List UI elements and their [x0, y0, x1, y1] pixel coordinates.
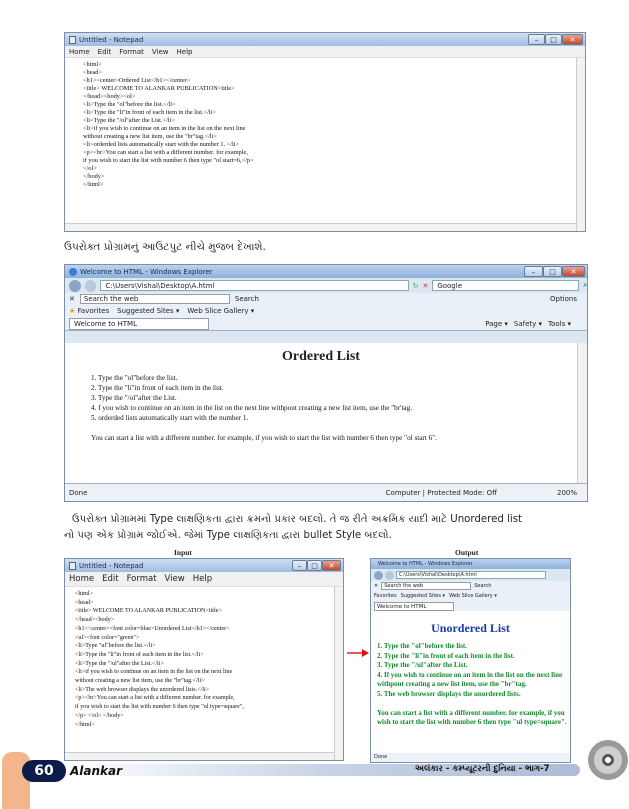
- tab-row: [65, 317, 587, 331]
- output-label: Output: [455, 548, 479, 557]
- code-line: <li>orderded lists automatically start with the number 1. </li>: [83, 141, 240, 148]
- menu-format[interactable]: Format: [119, 47, 144, 56]
- code-line: <li>Type the "li"in front of each item in the list.</li>: [83, 109, 216, 116]
- hand-graphic: [2, 752, 30, 809]
- code-line: <li>if you wish to continue on an item in the list on the next line: [83, 125, 246, 132]
- options-button[interactable]: Options: [549, 295, 577, 303]
- favorites-bar: [65, 305, 587, 317]
- list-item: withpout creating a new list item, use the "br"tag.: [377, 680, 527, 689]
- refresh-icon[interactable]: ↻: [412, 281, 419, 290]
- code-line: <li>Type the "/ol"after the List.</li>: [83, 117, 175, 124]
- code-line: <p><br>You can start a list with a different number. for example,: [75, 695, 235, 702]
- address-bar[interactable]: C:\Users\Vishal\Desktop\A.html: [100, 280, 408, 291]
- suggested-sites[interactable]: Suggested Sites ▾: [400, 593, 446, 599]
- google-search-box[interactable]: Google: [432, 280, 579, 291]
- search-icon[interactable]: ⌕: [583, 281, 588, 289]
- unordered-list: [377, 642, 570, 700]
- list-item: 1. Type the "ol"before the list.: [91, 374, 178, 382]
- notepad-icon: [69, 36, 76, 44]
- code-line: </head><body><ol>: [83, 93, 136, 100]
- code-line: <li>if you wish to continue on an item in the list on the next line: [75, 669, 233, 676]
- vertical-scrollbar[interactable]: [577, 343, 587, 483]
- horizontal-scrollbar[interactable]: [65, 223, 576, 231]
- back-button[interactable]: [69, 280, 81, 292]
- page-content: [371, 611, 570, 753]
- editor-text[interactable]: [65, 58, 585, 189]
- code-line: <h1><center>Ordered List</h1></center>: [83, 77, 191, 84]
- menu-home[interactable]: Home: [69, 574, 95, 584]
- code-line: without creating a new list item, use the "br"tag.</li>: [83, 133, 217, 140]
- menu-home[interactable]: Home: [69, 47, 90, 56]
- code-line: <p><br>You can start a list with a different number. for example,: [83, 149, 248, 156]
- brand-logo: Alankar: [70, 764, 123, 778]
- close-tab-icon[interactable]: ✕: [69, 295, 75, 303]
- minimize-button[interactable]: –: [292, 560, 307, 571]
- browser-window-2: [370, 558, 571, 763]
- notepad-titlebar: [65, 33, 585, 46]
- tab-welcome[interactable]: Welcome to HTML: [374, 602, 454, 611]
- favorites-label: Favorites: [77, 307, 110, 315]
- page-heading: Unordered List: [431, 621, 510, 635]
- web-search-input[interactable]: Search the web: [80, 294, 230, 304]
- cd-icon: [588, 740, 628, 780]
- code-line: </ol>: [83, 165, 97, 172]
- page-menu[interactable]: Page ▾: [485, 319, 508, 328]
- paragraph-line: wish to start the list with number 6 then type "ul type=square".: [377, 718, 567, 727]
- arrow-right-icon: [347, 648, 369, 658]
- menu-help[interactable]: Help: [176, 47, 193, 56]
- close-button[interactable]: ✕: [322, 560, 341, 571]
- page-content: [65, 343, 577, 485]
- code-line: </html>: [83, 181, 104, 188]
- menu-help[interactable]: Help: [192, 574, 213, 584]
- window-title: Untitled - Notepad: [79, 35, 144, 44]
- code-line: <title> WELCOME TO ALANKAR PUBLICATION<title>: [75, 608, 222, 615]
- toolbar-row: [65, 293, 587, 305]
- code-line: <html>: [75, 591, 94, 597]
- menu-bar: [65, 572, 343, 587]
- code-line: <ul><font color="green">: [75, 634, 140, 641]
- search-button[interactable]: Search: [474, 583, 492, 589]
- browser-window-1: [64, 264, 588, 502]
- ie-icon: [69, 268, 77, 276]
- code-line: <head>: [83, 69, 102, 76]
- vertical-scrollbar[interactable]: [576, 58, 585, 231]
- caption-output: ઉપરોક્ત પ્રોગ્રામનું આઉટપુટ નીચે મુજબ દેખાશે.: [64, 241, 266, 253]
- address-row: [65, 278, 587, 293]
- list-item: 3. Type the "/ol"after the List.: [91, 394, 177, 402]
- paragraph-line: You can start a list with a different number. for example, if you: [377, 708, 565, 717]
- list-item: 3. Type the "/ul"after the List.: [377, 661, 468, 670]
- code-line: <html>: [83, 61, 102, 68]
- page-number: 60: [34, 763, 54, 779]
- code-line: <head>: [75, 599, 94, 606]
- maximize-button[interactable]: □: [307, 560, 322, 571]
- code-line: <li>Type the "li"in front of each item in the list.</li>: [75, 651, 204, 658]
- list-item: 2. Type the "li"in front of each item in the list.: [91, 384, 224, 392]
- list-item: 4. If you wish to continue on an item in the list on the next line: [377, 670, 563, 679]
- search-button[interactable]: Search: [234, 295, 259, 303]
- close-button[interactable]: ✕: [562, 34, 583, 45]
- browser-titlebar: [371, 559, 570, 569]
- vertical-scrollbar[interactable]: [334, 587, 343, 760]
- footer-title: અલંકાર - કમ્પ્યૂટરની દુનિયા - ભાગ-7: [415, 764, 550, 774]
- menu-edit[interactable]: Edit: [97, 47, 112, 56]
- code-line: <h1><center><font color=blue>Unordered List</h1></center>: [75, 625, 230, 632]
- page-paragraph: [377, 709, 570, 728]
- close-button[interactable]: ✕: [562, 266, 585, 277]
- code-line: if you wish to start the list with number 6 then type "ul type=square",: [75, 704, 244, 711]
- code-line: <li>The web browser displays the unordered lists.</li>: [75, 686, 210, 693]
- page-number-badge: [22, 760, 66, 782]
- forward-button[interactable]: [85, 280, 97, 292]
- notepad-icon: [69, 562, 76, 570]
- browser-titlebar: [65, 265, 587, 278]
- safety-menu[interactable]: Safety ▾: [513, 319, 543, 328]
- favorites-bar: [371, 591, 570, 601]
- toolbar-row: [371, 581, 570, 591]
- zone-status: Computer | Protected Mode: Off: [385, 488, 497, 497]
- back-button[interactable]: [374, 571, 383, 580]
- menu-view[interactable]: View: [164, 574, 185, 584]
- caption-line: નો પણ એક પ્રોગ્રામ જોઈએ. જેમાં Type લાક્ષણિકતા દ્વારા bullet Style બદલો.: [64, 530, 392, 541]
- code-line: <li>Type "ul"before the list.</li>: [75, 643, 156, 650]
- status-bar: [65, 483, 587, 501]
- menu-edit[interactable]: Edit: [102, 574, 119, 584]
- maximize-button[interactable]: □: [543, 266, 562, 277]
- menu-format[interactable]: Format: [126, 574, 157, 584]
- editor-text[interactable]: [65, 587, 343, 729]
- notepad-window-2: [64, 558, 344, 761]
- window-title: Welcome to HTML - Windows Explorer: [378, 561, 473, 567]
- suggested-sites[interactable]: Suggested Sites ▾: [117, 307, 180, 315]
- code-line: if you wish to start the list with number 6 then type "ol start=6,</p>: [83, 157, 254, 164]
- code-line: <li>Type the "/ul"after the List.</li>: [75, 660, 164, 667]
- forward-button[interactable]: [385, 571, 394, 580]
- web-slice-gallery[interactable]: Web Slice Gallery ▾: [449, 593, 497, 599]
- menu-view[interactable]: View: [151, 47, 169, 56]
- favorites-button[interactable]: [69, 307, 109, 315]
- window-title: Untitled - Notepad: [79, 561, 144, 570]
- code-line: </html>: [75, 721, 95, 728]
- list-item: 4. f you wish to continue on an item in the list on the next line withpout creating a new list item, use the "br'tag.: [91, 404, 413, 412]
- zoom-level[interactable]: 200%: [556, 488, 577, 497]
- code-line: </p> </ol> </body>: [75, 712, 124, 719]
- caption-line: ઉપરોક્ત પ્રોગ્રામમાં Type લાક્ષણિકતા દ્વારા ક્રમનો પ્રકાર બદલો. તે જ રીતે અક્રમિક યાદી માટે Unordered list: [72, 514, 523, 525]
- status-text: Done: [69, 488, 88, 497]
- address-row: [371, 569, 570, 581]
- notepad-window-1: [64, 32, 586, 232]
- page-paragraph: You can start a list with a different number. for example, if you wish to start the list with number 6 then type "ol start 6".: [91, 434, 437, 442]
- horizontal-scrollbar[interactable]: [65, 752, 334, 760]
- status-bar: Done: [371, 753, 570, 762]
- ordered-list: [91, 373, 577, 423]
- tools-menu[interactable]: Tools ▾: [548, 319, 571, 328]
- menu-bar: [65, 46, 585, 58]
- list-item: 5. The web browser displays the unordered lists.: [377, 689, 521, 698]
- favorites-button[interactable]: Favorites: [374, 593, 397, 599]
- input-label: Input: [174, 548, 192, 557]
- page-heading: Ordered List: [282, 349, 360, 364]
- window-title: Welcome to HTML - Windows Explorer: [80, 267, 213, 276]
- code-line: without creating a new list item, use the "br"tag.</li>: [75, 678, 205, 685]
- list-item: 2. Type the "li"in front of each item in the list.: [377, 651, 515, 660]
- list-item: 5. orderded lists automatically start with the number 1.: [91, 414, 249, 422]
- address-bar[interactable]: C:\Users\Vishal\Desktop\A.html: [396, 571, 546, 579]
- star-icon: ★: [69, 307, 76, 315]
- code-line: <li>Type the "ol"before the list.</li>: [83, 101, 176, 108]
- code-line: </head><body>: [75, 617, 115, 624]
- tab-row: [371, 601, 570, 611]
- minimize-button[interactable]: –: [524, 266, 543, 277]
- maximize-button[interactable]: □: [545, 34, 562, 45]
- caption-paragraph: [64, 512, 622, 544]
- tab-welcome[interactable]: Welcome to HTML: [69, 318, 209, 330]
- web-search-input[interactable]: Search the web: [381, 582, 471, 590]
- stop-icon[interactable]: ✕: [422, 281, 429, 290]
- code-line: </body>: [83, 173, 105, 180]
- close-tab-icon[interactable]: ✕: [374, 583, 379, 589]
- list-item: 1. Type the "ol"before the list.: [377, 642, 468, 650]
- minimize-button[interactable]: –: [528, 34, 545, 45]
- code-line: <title> WELCOME TO ALANKAR PUBLICATION<title>: [83, 85, 235, 92]
- web-slice-gallery[interactable]: Web Slice Gallery ▾: [187, 307, 255, 315]
